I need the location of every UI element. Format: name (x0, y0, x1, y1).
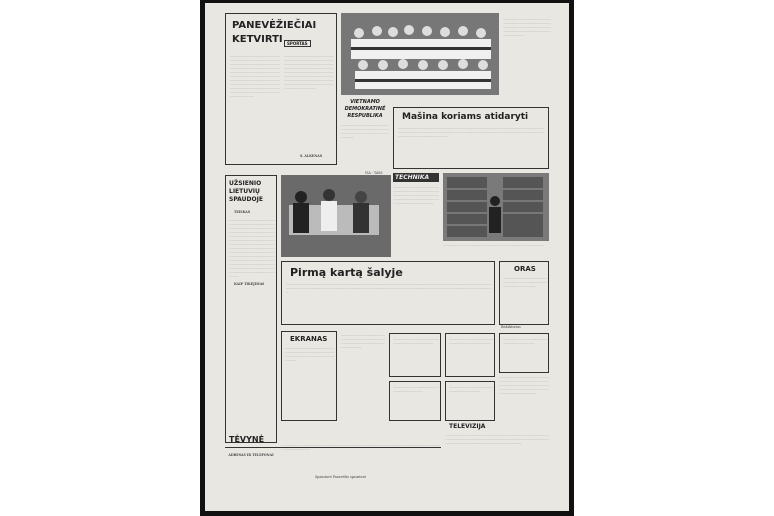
right-column-notes: ······················································································································································································································································· (499, 375, 549, 395)
foreign-press-source: KAIP TIKĖJIMAS (234, 282, 265, 286)
machine-title: Mašina koriams atidaryti (402, 112, 529, 122)
factory-photo-image (281, 175, 391, 257)
headline-line2: KETVIRTI (232, 34, 283, 45)
cinema-listings: ································································································································································ (341, 333, 385, 349)
headline-line1: PANEVĖŽIEČIAI (232, 20, 317, 31)
team-photo-image (341, 13, 499, 95)
newspaper-page (205, 3, 569, 511)
weather-article (499, 261, 549, 325)
library-photo-image (443, 173, 549, 241)
vietnam-source: VIA - TASS (365, 171, 383, 175)
article-body-2: ································································································································································································································································································································································································································································· (284, 54, 334, 90)
factory-photo (281, 175, 391, 257)
first-time-body: ·················································································································································································································································································································································································································································· (286, 282, 492, 294)
team-photo (341, 13, 499, 95)
ad-box-5 (445, 381, 495, 421)
vietnam-body: ···································································································································································· (341, 123, 389, 139)
foreign-press-title: UŽSIENIO LIETUVIŲ SPAUDOJE (229, 180, 263, 203)
ad-box-1-text: ·························································································· (393, 337, 439, 345)
ad-box-5-text: ··············································································· (449, 385, 493, 393)
newspaper-logo: TĖVYNĖ (229, 435, 265, 444)
ad-box-4 (389, 381, 441, 421)
weather-title: ORAS (514, 265, 536, 273)
library-photo (443, 173, 549, 241)
technology-title: TECHNIKA (393, 173, 439, 182)
foreign-press-article (225, 175, 277, 443)
article-author: S. ALKENAS (300, 154, 323, 158)
newspaper-address: ADRESAS IR TELEFONAI (228, 453, 274, 457)
footer-text: ······································································································································································································ (281, 443, 441, 451)
first-time-article (281, 261, 495, 325)
technology-body: ··········································································································································································································································· (393, 185, 439, 205)
foreign-press-body: ·········································································································································································································································································································································································································································································································································································································································································································· (229, 218, 275, 278)
vietnam-title: VIETNAMO DEMOKRATINĖ RESPUBLIKA (344, 99, 386, 119)
section-label: SPORTAS (284, 40, 311, 47)
sports-article (225, 13, 337, 165)
technology-article (393, 173, 439, 257)
ad-box-2 (445, 333, 495, 377)
tv-title: TELEVIZIJA (449, 423, 486, 430)
printer-label: Spaustuvė Panevėžio spaustuvė (315, 475, 367, 479)
machine-body: ······································································································································································································································································································································································ (398, 126, 544, 138)
ad-box-3 (499, 333, 549, 373)
first-time-title: Pirmą kartą šalyje (290, 266, 403, 279)
ad-box-2-text: ·························································································· (449, 337, 493, 345)
foreign-press-subtitle: TEISKAS (234, 210, 251, 214)
screen-body: ········································································································································································ (285, 346, 335, 362)
article-body: ································································································································································································································································································································································································································································································································································· (230, 54, 280, 98)
photo-caption: ······························································································································································································································ (503, 17, 551, 37)
machine-article (393, 107, 549, 169)
tv-body: ··········································································································································································································································································································· (445, 433, 549, 445)
ad-box-4-text: ··············································································· (393, 385, 439, 393)
vietnam-article (339, 99, 391, 179)
weather-body: ······························································································································ (503, 276, 547, 288)
library-caption: ·········································································································· (443, 243, 545, 247)
screen-title: EKRANAS (290, 335, 328, 343)
editor-label: Redaktorius (501, 325, 521, 329)
screen-listings (281, 331, 337, 421)
ad-box-1 (389, 333, 441, 377)
ad-box-3-text: ··············································································· (503, 337, 547, 345)
